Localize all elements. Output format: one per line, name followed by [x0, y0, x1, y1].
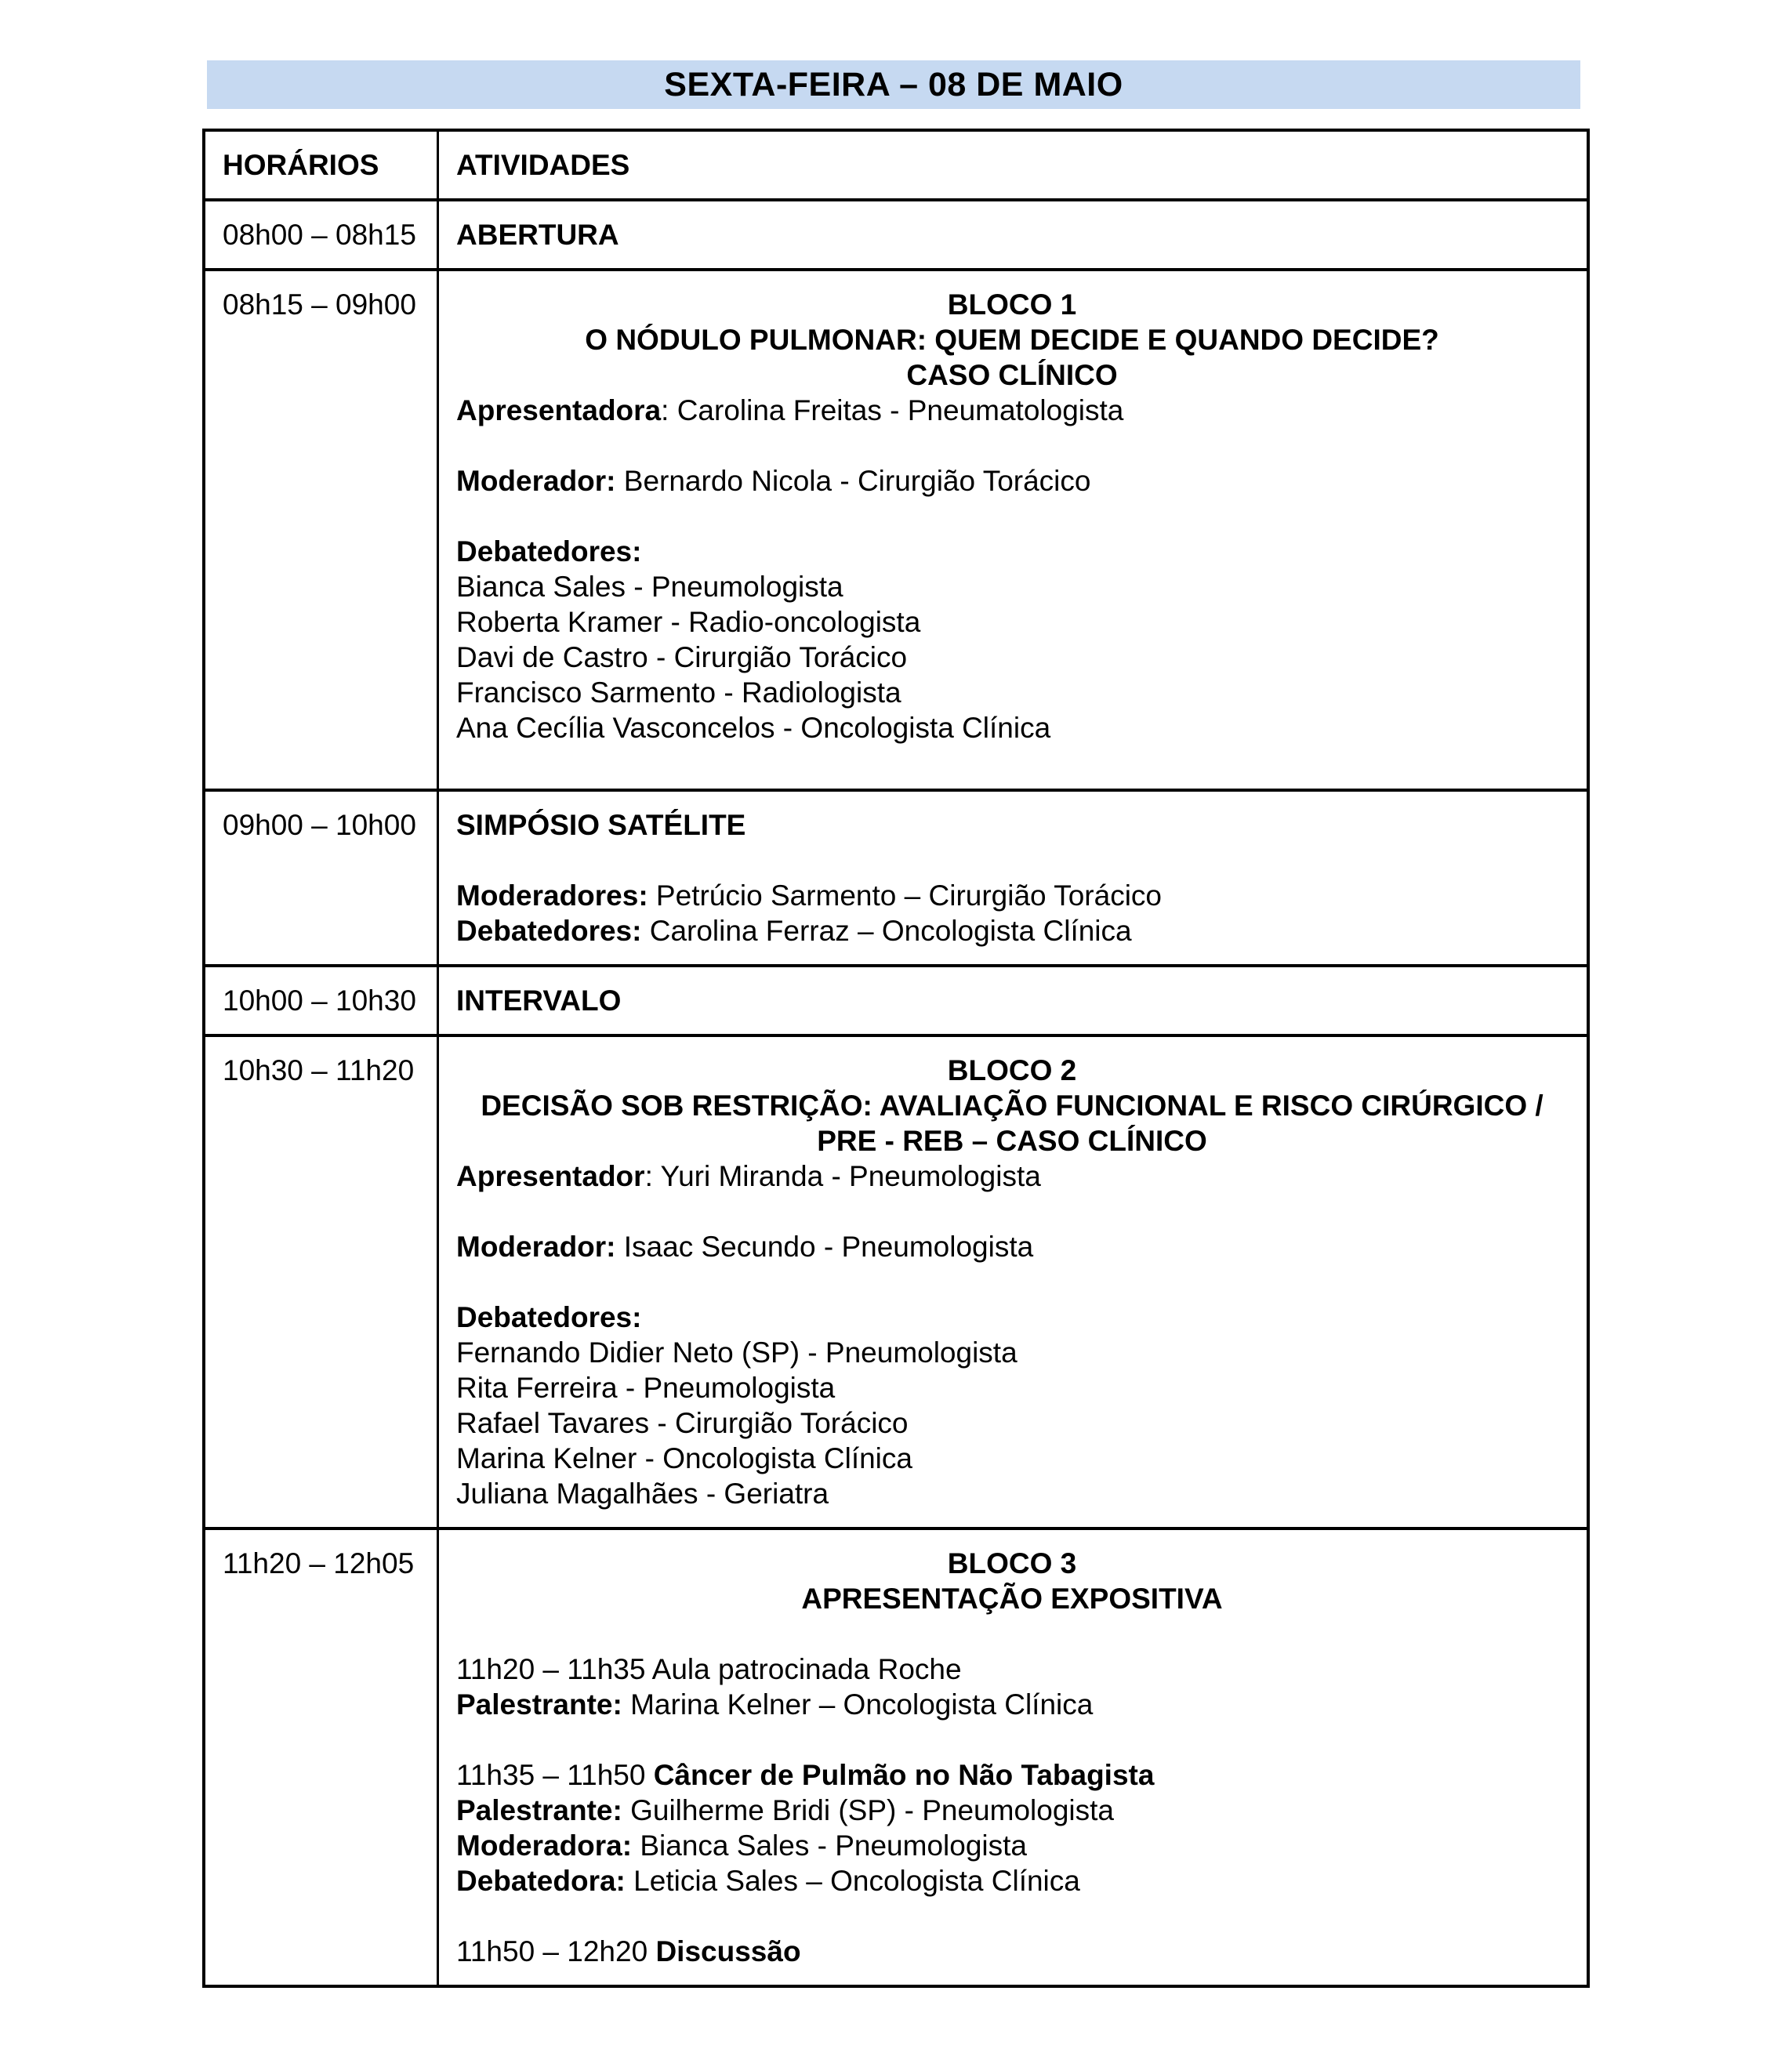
table-row: [205, 792, 1587, 967]
text-line: [456, 1934, 1568, 1969]
bold-text-run: DECISÃO SOB RESTRIÇÃO: AVALIAÇÃO FUNCIONAL E RISCO CIRÚRGICO /: [481, 1090, 1544, 1122]
text-line: [456, 983, 1568, 1018]
text-line: [456, 1300, 1568, 1335]
text-run: : Yuri Miranda - Pneumologista: [644, 1160, 1041, 1192]
text-line: [456, 287, 1568, 322]
activity-cell: [439, 792, 1587, 964]
text-run: Bianca Sales - Pneumologista: [456, 571, 843, 603]
bold-text-run: Palestrante:: [456, 1794, 622, 1826]
blank-line: [456, 1722, 1568, 1757]
text-run: Petrúcio Sarmento – Cirurgião Torácico: [648, 879, 1162, 912]
text-line: [456, 1828, 1568, 1863]
bold-text-run: Moderador:: [456, 465, 616, 497]
text-line: [456, 640, 1568, 675]
table-row: [205, 967, 1587, 1037]
time-cell: 10h00 – 10h30: [205, 967, 439, 1034]
text-run: Ana Cecília Vasconcelos - Oncologista Clínica: [456, 712, 1051, 744]
text-run: 11h50 – 12h20: [456, 1935, 656, 1967]
text-run: 11h20 – 11h35 Aula patrocinada Roche: [456, 1653, 962, 1685]
blank-line: [456, 1264, 1568, 1300]
blank-line: [456, 499, 1568, 534]
text-line: [456, 1053, 1568, 1088]
blank-line: [456, 843, 1568, 878]
text-line: [456, 1476, 1568, 1511]
bold-text-run: Câncer de Pulmão no Não Tabagista: [653, 1759, 1155, 1791]
blank-line: [456, 428, 1568, 463]
time-cell: 11h20 – 12h05: [205, 1530, 439, 1985]
blank-line: [456, 1898, 1568, 1934]
text-line: [456, 878, 1568, 913]
activity-cell: [439, 271, 1587, 789]
bold-text-run: O NÓDULO PULMONAR: QUEM DECIDE E QUANDO DECIDE?: [585, 324, 1439, 356]
time-cell: 09h00 – 10h00: [205, 792, 439, 964]
text-line: [456, 569, 1568, 604]
bold-text-run: SIMPÓSIO SATÉLITE: [456, 809, 746, 841]
bold-text-run: Apresentadora: [456, 394, 662, 426]
text-line: [456, 357, 1568, 393]
table-row: [205, 271, 1587, 792]
bold-text-run: ABERTURA: [456, 219, 619, 251]
blank-line: [456, 1616, 1568, 1652]
text-run: Francisco Sarmento - Radiologista: [456, 676, 901, 709]
schedule-table: [202, 129, 1590, 1988]
bold-text-run: Moderadores:: [456, 879, 648, 912]
text-line: [456, 1793, 1568, 1828]
activity-cell: [439, 1530, 1587, 1985]
activity-cell: [439, 201, 1587, 268]
text-run: Bianca Sales - Pneumologista: [632, 1829, 1027, 1862]
bold-text-run: Debatedores:: [456, 535, 642, 568]
text-line: [456, 393, 1568, 428]
text-run: Guilherme Bridi (SP) - Pneumologista: [622, 1794, 1114, 1826]
table-header-row: [205, 132, 1587, 201]
text-line: [456, 217, 1568, 252]
text-line: [456, 1687, 1568, 1722]
text-line: [456, 1123, 1568, 1159]
text-line: [456, 463, 1568, 499]
schedule-rows: [205, 201, 1587, 1985]
text-run: Juliana Magalhães - Geriatra: [456, 1478, 829, 1510]
text-run: Marina Kelner – Oncologista Clínica: [622, 1688, 1094, 1721]
text-run: Fernando Didier Neto (SP) - Pneumologista: [456, 1336, 1018, 1369]
bold-text-run: Apresentador: [456, 1160, 645, 1192]
bold-text-run: Moderadora:: [456, 1829, 633, 1862]
text-line: [456, 807, 1568, 843]
text-line: [456, 1581, 1568, 1616]
text-line: [456, 1546, 1568, 1581]
text-line: [456, 1088, 1568, 1123]
bold-text-run: INTERVALO: [456, 985, 622, 1017]
text-run: Rafael Tavares - Cirurgião Torácico: [456, 1407, 909, 1439]
text-line: [456, 1757, 1568, 1793]
activity-cell: [439, 1037, 1587, 1527]
bold-text-run: BLOCO 1: [947, 288, 1077, 321]
bold-text-run: BLOCO 3: [947, 1547, 1077, 1579]
bold-text-run: Debatedores:: [456, 1301, 642, 1333]
text-line: [456, 1370, 1568, 1405]
bold-text-run: Palestrante:: [456, 1688, 622, 1721]
time-cell: 10h30 – 11h20: [205, 1037, 439, 1527]
bold-text-run: APRESENTAÇÃO EXPOSITIVA: [801, 1583, 1223, 1615]
text-line: [456, 913, 1568, 948]
text-line: [456, 1159, 1568, 1194]
blank-line: [456, 1194, 1568, 1229]
document-page: [0, 60, 1792, 1988]
text-line: [456, 534, 1568, 569]
text-line: [456, 1863, 1568, 1898]
column-header-activities: ATIVIDADES: [456, 149, 630, 181]
day-title-bar: SEXTA-FEIRA – 08 DE MAIO: [207, 60, 1580, 109]
text-line: [456, 1441, 1568, 1476]
text-line: [456, 322, 1568, 357]
text-run: Isaac Secundo - Pneumologista: [615, 1231, 1034, 1263]
text-line: [456, 1335, 1568, 1370]
table-row: [205, 1037, 1587, 1530]
text-line: [456, 710, 1568, 745]
activity-cell: [439, 967, 1587, 1034]
bold-text-run: Discussão: [655, 1935, 801, 1967]
text-run: Roberta Kramer - Radio-oncologista: [456, 606, 921, 638]
text-line: [456, 675, 1568, 710]
bold-text-run: Moderador:: [456, 1231, 616, 1263]
text-run: Carolina Ferraz – Oncologista Clínica: [641, 915, 1132, 947]
time-cell: 08h15 – 09h00: [205, 271, 439, 789]
bold-text-run: Debatedora:: [456, 1865, 626, 1897]
text-run: Leticia Sales – Oncologista Clínica: [625, 1865, 1080, 1897]
bold-text-run: Debatedores:: [456, 915, 642, 947]
text-run: Davi de Castro - Cirurgião Torácico: [456, 641, 908, 673]
bold-text-run: CASO CLÍNICO: [906, 359, 1118, 391]
text-run: Bernardo Nicola - Cirurgião Torácico: [615, 465, 1091, 497]
text-run: 11h35 – 11h50: [456, 1759, 654, 1791]
text-run: Rita Ferreira - Pneumologista: [456, 1372, 836, 1404]
text-line: [456, 604, 1568, 640]
column-header-time: HORÁRIOS: [205, 132, 439, 198]
table-row: [205, 201, 1587, 271]
text-run: : Carolina Freitas - Pneumatologista: [661, 394, 1124, 426]
text-line: [456, 1405, 1568, 1441]
text-line: [456, 1652, 1568, 1687]
bold-text-run: BLOCO 2: [947, 1054, 1077, 1086]
text-run: Marina Kelner - Oncologista Clínica: [456, 1442, 912, 1474]
time-cell: 08h00 – 08h15: [205, 201, 439, 268]
text-line: [456, 1229, 1568, 1264]
bold-text-run: PRE - REB – CASO CLÍNICO: [817, 1125, 1207, 1157]
table-row: [205, 1530, 1587, 1985]
